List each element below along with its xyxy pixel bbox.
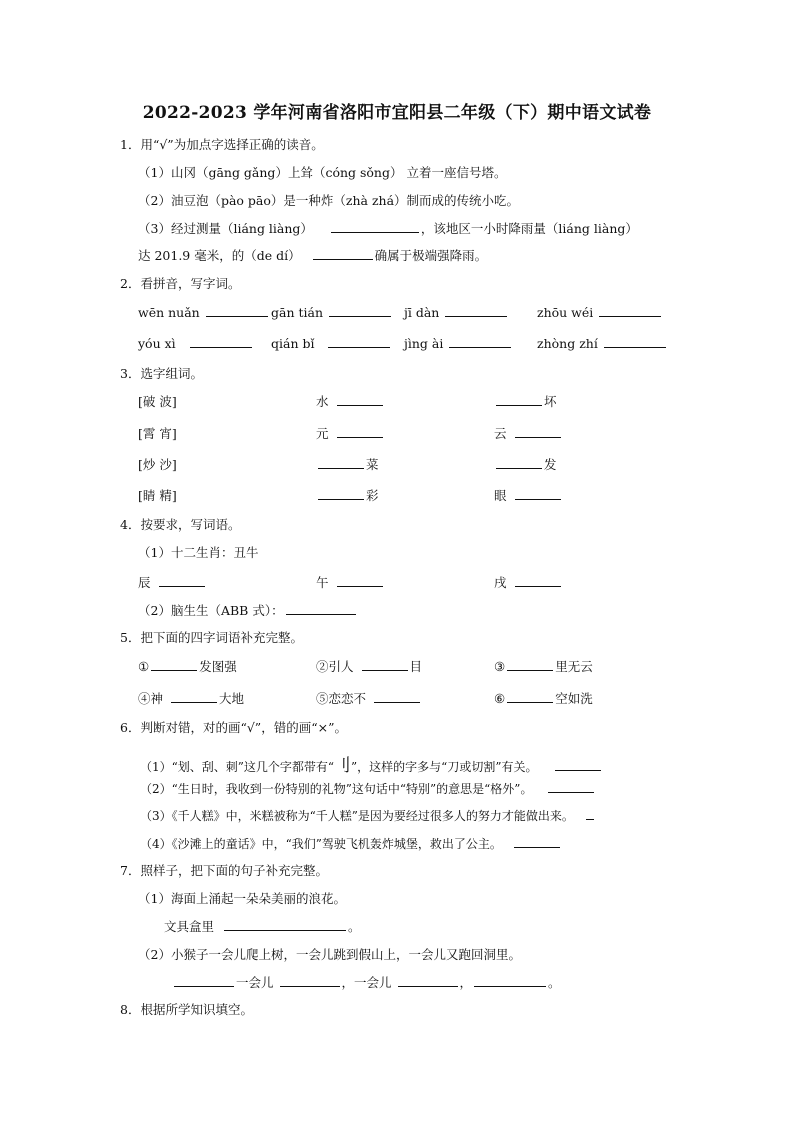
answer-blank[interactable] bbox=[313, 247, 373, 260]
word-item: 彩 bbox=[316, 486, 379, 504]
word-item: 发 bbox=[494, 455, 557, 473]
sentence-3-part-a: （3）经过测量（liáng liàng） bbox=[138, 221, 313, 236]
word-item: 眼 bbox=[494, 486, 563, 504]
question-7-example-2: （2）小猴子一会儿爬上树，一会儿跳到假山上，一会儿又跑回洞里。 bbox=[138, 947, 521, 962]
answer-blank[interactable] bbox=[329, 304, 391, 317]
question-2-stem: 2．看拼音，写字词。 bbox=[120, 276, 241, 291]
question-1-sentence-1: （1）山冈（gāng gǎng）上耸（cóng sǒng） 立着一座信号塔。 bbox=[138, 165, 507, 180]
answer-blank[interactable] bbox=[496, 456, 542, 469]
answer-blank[interactable] bbox=[586, 807, 594, 820]
question-6-item-3: （3）《千人糕》中，米糕被称为“千人糕”是因为要经过很多人的努力才能做出来。 bbox=[140, 807, 596, 824]
knife-radical-glyph: 刂 bbox=[334, 756, 352, 776]
word-item: 坏 bbox=[494, 392, 557, 410]
sentence-3-part-d: 确属于极端强降雨。 bbox=[374, 248, 488, 263]
answer-blank[interactable] bbox=[449, 335, 511, 348]
question-1-sentence-3 bbox=[138, 219, 638, 237]
idiom-item: ④神 大地 bbox=[138, 691, 245, 706]
question-7-example-1: （1）海面上涌起一朵朵美丽的浪花。 bbox=[138, 891, 346, 906]
answer-blank[interactable] bbox=[206, 304, 268, 317]
answer-blank[interactable] bbox=[171, 690, 217, 703]
answer-blank[interactable] bbox=[151, 658, 197, 671]
answer-blank[interactable] bbox=[280, 974, 340, 987]
answer-blank[interactable] bbox=[604, 335, 666, 348]
idiom-item: ⑥ 空如洗 bbox=[494, 691, 593, 706]
zodiac-item: 戌 bbox=[494, 573, 563, 591]
answer-blank[interactable] bbox=[362, 658, 408, 671]
zodiac-item: 午 bbox=[316, 573, 385, 591]
idiom-item: ⑤恋恋不 bbox=[316, 689, 422, 707]
question-6-item-4: （4）《沙滩上的童话》中，“我们”驾驶飞机轰炸城堡，救出了公主。 bbox=[140, 835, 562, 852]
question-7-fill-2: 一会儿 ，一会儿 ， 。 bbox=[172, 973, 561, 991]
word-item: 云 bbox=[494, 424, 563, 442]
pinyin-item: jìng ài bbox=[404, 335, 513, 351]
question-4-part-2: （2）脑生生（ABB 式）： bbox=[138, 601, 358, 619]
question-6-item-2: （2）“生日时，我收到一份特别的礼物”这句话中“特别”的意思是“格外”。 bbox=[140, 780, 596, 797]
question-8-stem: 8．根据所学知识填空。 bbox=[120, 1002, 253, 1017]
answer-blank[interactable] bbox=[445, 304, 507, 317]
answer-blank[interactable] bbox=[159, 574, 205, 587]
answer-blank[interactable] bbox=[174, 974, 234, 987]
answer-blank[interactable] bbox=[224, 918, 346, 931]
answer-blank[interactable] bbox=[599, 304, 661, 317]
answer-blank[interactable] bbox=[337, 574, 383, 587]
answer-blank[interactable] bbox=[507, 690, 553, 703]
answer-blank[interactable] bbox=[496, 393, 542, 406]
answer-blank[interactable] bbox=[474, 974, 546, 987]
char-pair: [炒 沙] bbox=[138, 457, 177, 472]
answer-blank[interactable] bbox=[318, 456, 364, 469]
answer-blank[interactable] bbox=[318, 487, 364, 500]
answer-blank[interactable] bbox=[337, 393, 383, 406]
answer-blank[interactable] bbox=[398, 974, 458, 987]
question-3-stem: 3．选字组词。 bbox=[120, 366, 203, 381]
question-5-stem: 5．把下面的四字词语补充完整。 bbox=[120, 630, 303, 645]
idiom-item: ① 发图强 bbox=[138, 659, 237, 674]
answer-blank[interactable] bbox=[515, 574, 561, 587]
answer-blank[interactable] bbox=[548, 780, 594, 793]
answer-blank[interactable] bbox=[515, 425, 561, 438]
zodiac-item: 辰 bbox=[138, 573, 207, 591]
pinyin-item: gān tián bbox=[271, 304, 393, 320]
question-1-sentence-2: （2）油豆泡（pào pāo）是一种炸（zhà zhá）制而成的传统小吃。 bbox=[138, 193, 520, 208]
answer-blank[interactable] bbox=[555, 758, 601, 771]
pinyin-item: jī dàn bbox=[404, 304, 509, 320]
question-6-stem: 6．判断对错，对的画“√”，错的画“×”。 bbox=[120, 720, 347, 735]
question-7-fill-1: 文具盒里 。 bbox=[164, 919, 361, 934]
pinyin-item: zhòng zhí bbox=[537, 335, 668, 351]
idiom-item: ③ 里无云 bbox=[494, 659, 593, 674]
answer-blank[interactable] bbox=[337, 425, 383, 438]
question-4-stem: 4．按要求，写词语。 bbox=[120, 517, 241, 532]
question-1-stem: 1．用“√”为加点字选择正确的读音。 bbox=[120, 137, 324, 152]
char-pair: [霄 宵] bbox=[138, 426, 177, 441]
question-6-item-1: （1）“划、刮、刺”这几个字都带有“刂”，这样的字多与“刀或切割”有关。 bbox=[140, 751, 603, 776]
answer-blank[interactable] bbox=[328, 335, 390, 348]
pinyin-item: yóu xì bbox=[138, 335, 254, 351]
page-title: 2022-2023 学年河南省洛阳市宜阳县二年级（下）期中语文试卷 bbox=[142, 103, 652, 123]
answer-blank[interactable] bbox=[331, 220, 419, 233]
answer-blank[interactable] bbox=[190, 335, 252, 348]
answer-blank[interactable] bbox=[514, 835, 560, 848]
sentence-3-part-c: 达 201.9 毫米，的（de dí） bbox=[138, 248, 301, 263]
answer-blank[interactable] bbox=[374, 690, 420, 703]
word-item: 水 bbox=[316, 392, 385, 410]
answer-blank[interactable] bbox=[286, 602, 356, 615]
question-1-sentence-3-cont bbox=[138, 246, 487, 264]
answer-blank[interactable] bbox=[515, 487, 561, 500]
idiom-item: ②引人 目 bbox=[316, 659, 423, 674]
word-item: 元 bbox=[316, 424, 385, 442]
sentence-3-part-b: ，该地区一小时降雨量（liáng liàng） bbox=[420, 221, 638, 236]
pinyin-item: zhōu wéi bbox=[537, 304, 663, 320]
char-pair: [睛 精] bbox=[138, 488, 177, 503]
answer-blank[interactable] bbox=[507, 658, 553, 671]
char-pair: [破 波] bbox=[138, 394, 177, 409]
question-4-part-1: （1）十二生肖：丑牛 bbox=[138, 545, 259, 560]
question-7-stem: 7．照样子，把下面的句子补充完整。 bbox=[120, 863, 328, 878]
pinyin-item: qián bǐ bbox=[271, 335, 392, 351]
pinyin-item: wēn nuǎn bbox=[138, 304, 270, 320]
word-item: 菜 bbox=[316, 455, 379, 473]
